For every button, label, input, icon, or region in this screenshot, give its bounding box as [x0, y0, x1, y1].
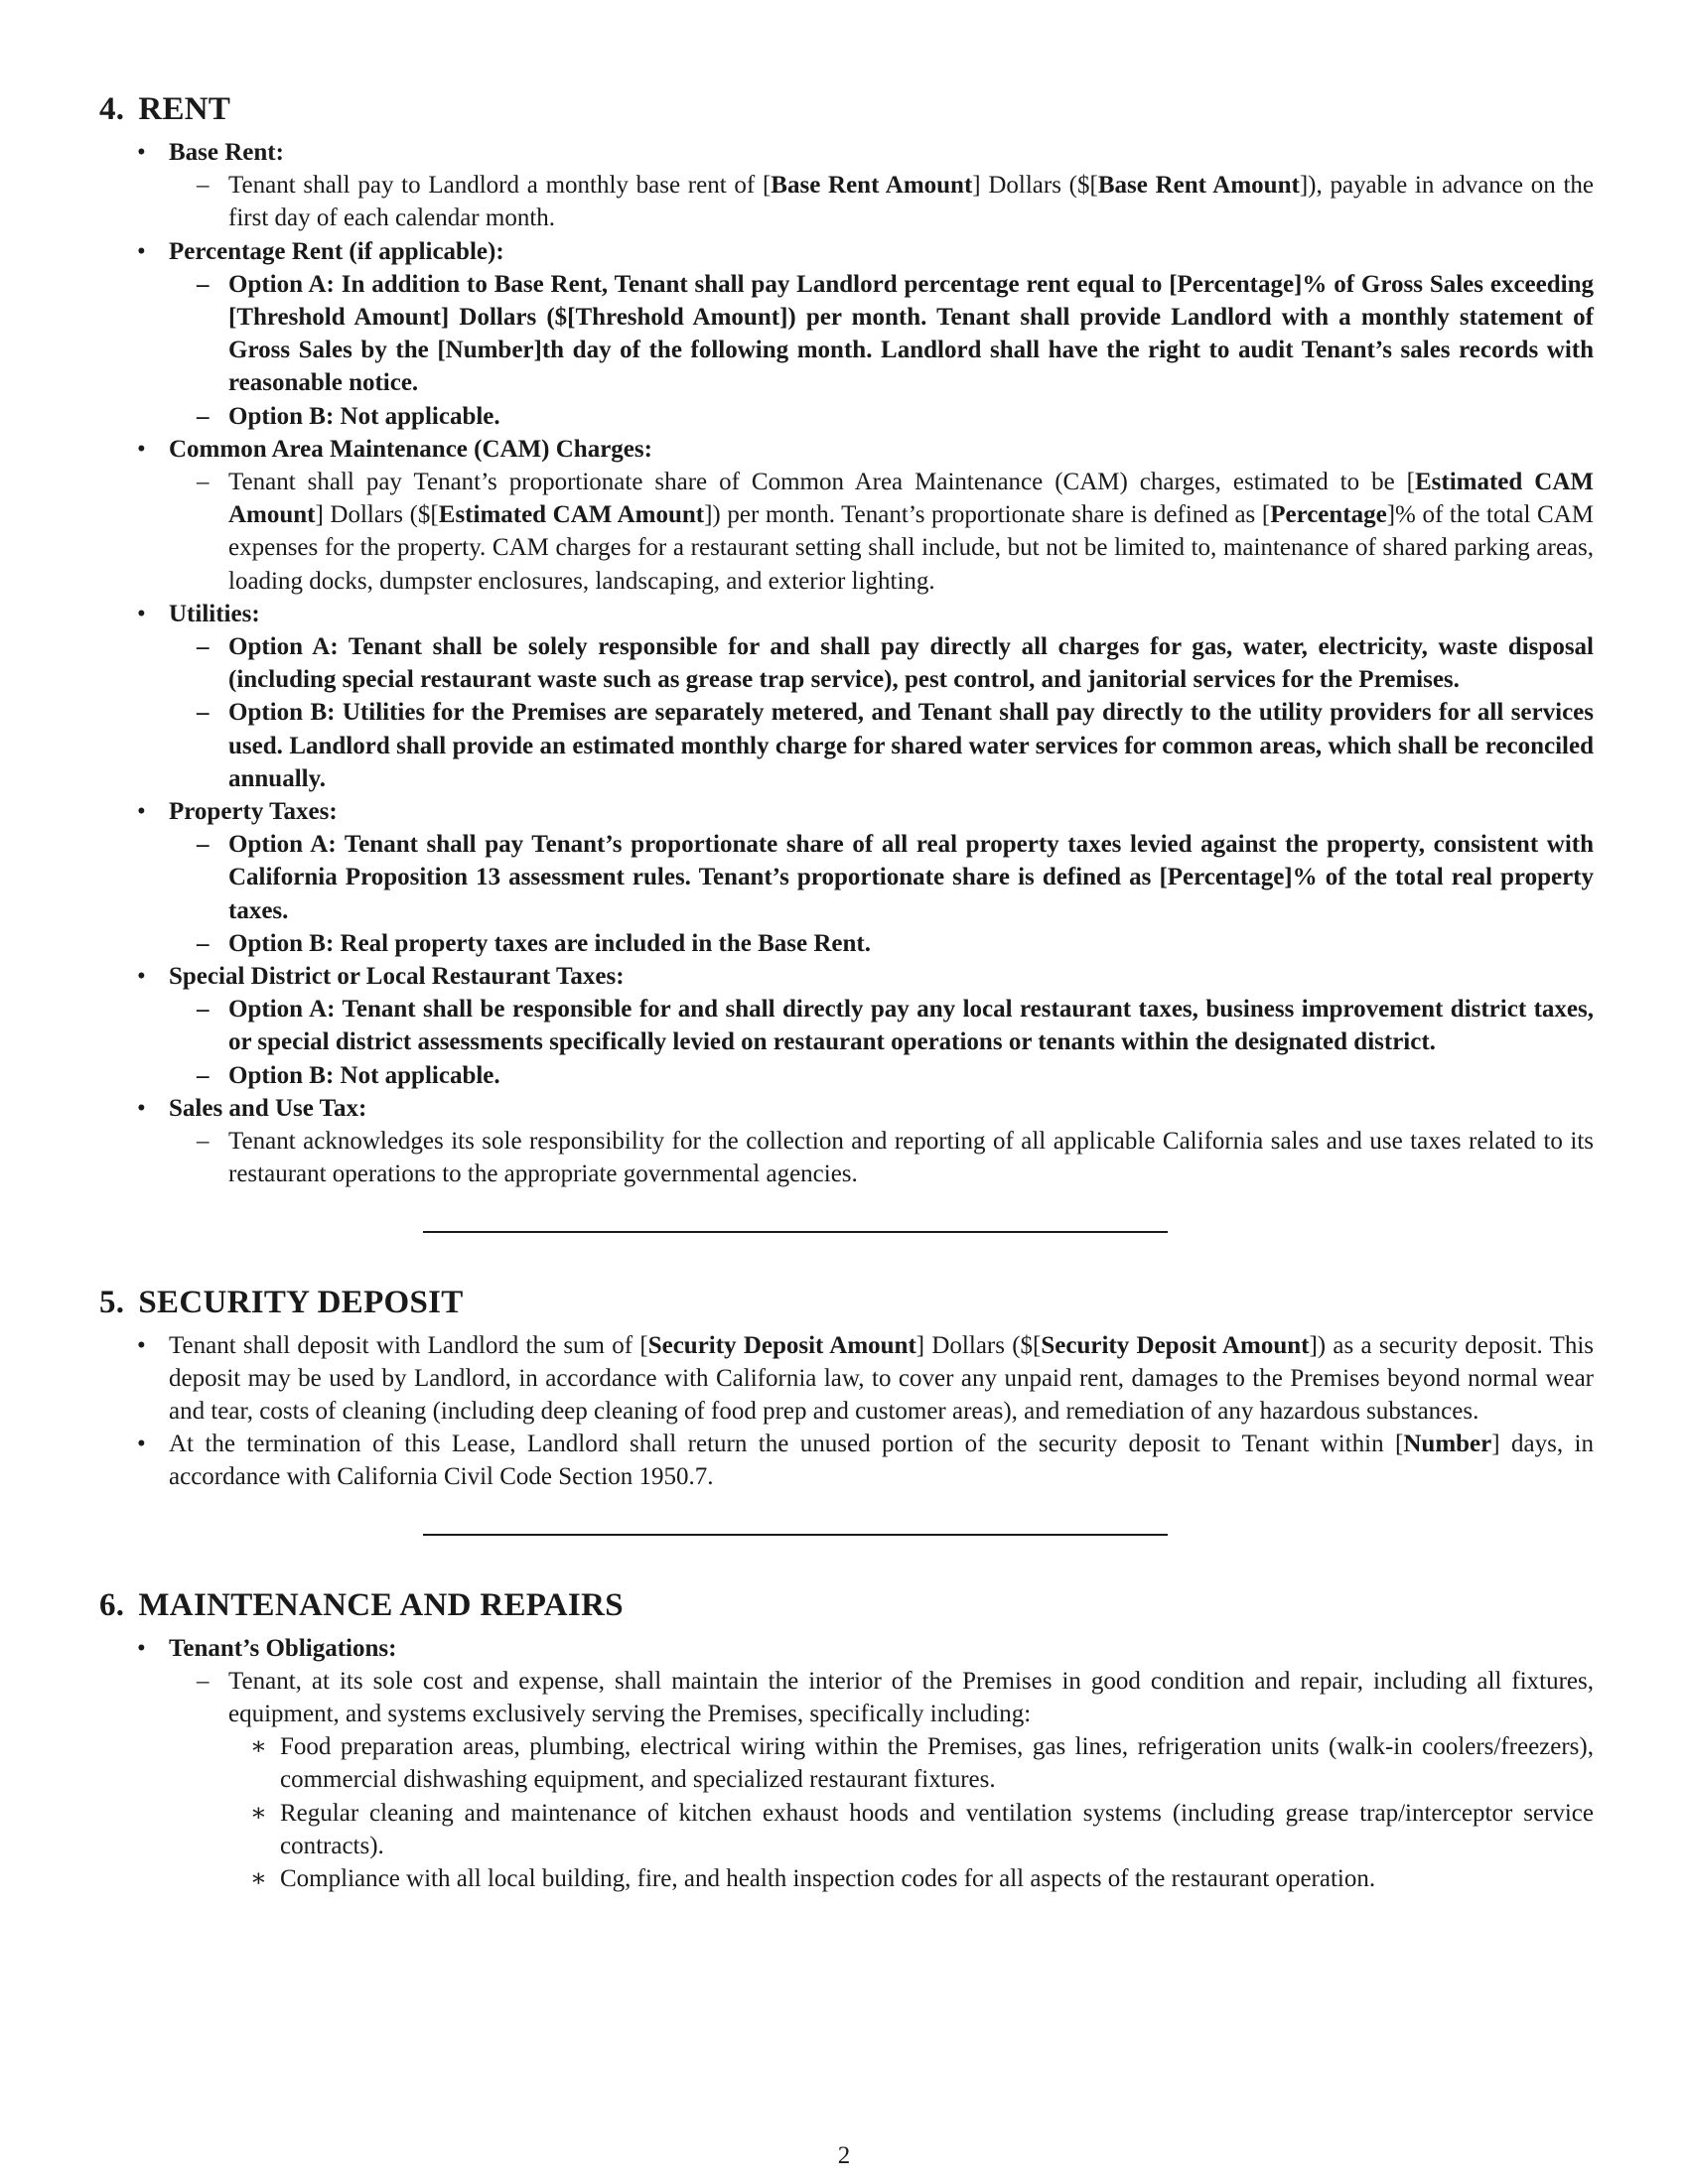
tenant-obligations-heading: • Tenant’s Obligations: — [169, 1634, 397, 1662]
list-item — [99, 795, 1594, 960]
utilities-option-b: – Option B: Utilities for the Premises are separately metered, and Tenant shall pay directly to the utility providers for all services used. Landlord shall provide an estimated monthly charge for shared water services for common areas, which shall be reconciled annually. — [169, 696, 1594, 795]
obligation-sub-item: ∗ Food preparation areas, plumbing, electrical wiring within the Premises, gas lines, refrigeration units (walk-in coolers/freezers), commercial dishwashing equipment, and specialized restaurant fixtures. — [228, 1730, 1594, 1796]
special-district-option-b: – Option B: Not applicable. — [169, 1059, 1594, 1092]
section-number: 6. — [99, 1586, 125, 1623]
cam-text: – Tenant shall pay Tenant’s proportionate share of Common Area Maintenance (CAM) charges, estimated to be [Estimated CAM Amount] Dollars ($[Estimated CAM Amount]) per month. Tenant’s proportionate share is defined as [Percentage]% of the total CAM expenses for the property. CAM charges for a restaurant setting shall include, but not be limited to, maintenance of shared parking areas, loading docks, dumpster enclosures, landscaping, and exterior lighting. — [169, 466, 1594, 598]
property-taxes-heading: • Property Taxes: — [169, 798, 338, 826]
list-item — [99, 433, 1594, 598]
utilities-heading: • Utilities: — [169, 600, 260, 627]
document-page — [99, 91, 1594, 1895]
percentage-rent-heading: • Percentage Rent (if applicable): — [169, 237, 504, 265]
section-heading-security-deposit — [99, 1285, 1594, 1321]
special-district-heading: • Special District or Local Restaurant Taxes: — [169, 963, 625, 991]
section-divider — [423, 1231, 1168, 1233]
tenant-obligations-text: – Tenant, at its sole cost and expense, shall maintain the interior of the Premises in good condition and repair, including all fixtures, equipment, and systems exclusively serving the Premises, specifically including: — [228, 1667, 1594, 1727]
list-item — [99, 960, 1594, 1092]
section-title: SECURITY DEPOSIT — [138, 1284, 464, 1320]
section-title: MAINTENANCE AND REPAIRS — [138, 1586, 624, 1623]
deposit-paragraph-1: • Tenant shall deposit with Landlord the sum of [Security Deposit Amount] Dollars ($[Security Deposit Amount]) as a security deposit. This deposit may be used by Landlord, in accordance with California law, to cover any unpaid rent, damages to the Premises beyond normal wear and tear, costs of cleaning (including deep cleaning of food prep and customer areas), and remediation of any hazardous substances. — [99, 1329, 1594, 1429]
percentage-rent-option-a: – Option A: In addition to Base Rent, Tenant shall pay Landlord percentage rent equal to [Percentage]% of Gross Sales exceeding [Threshold Amount] Dollars ($[Threshold Amount]) per month. Tenant shall provide Landlord with a monthly statement of Gross Sales by the [Number]th day of the following month. Landlord shall have the right to audit Tenant’s sales records with reasonable notice. — [169, 268, 1594, 400]
list-item — [99, 136, 1594, 235]
percentage-rent-option-b: – Option B: Not applicable. — [169, 400, 1594, 433]
sales-tax-text: – Tenant acknowledges its sole responsibility for the collection and reporting of all applicable California sales and use taxes related to its restaurant operations to the appropriate governmental agencies. — [169, 1125, 1594, 1190]
section-title: RENT — [138, 91, 231, 127]
utilities-option-a: – Option A: Tenant shall be solely responsible for and shall pay directly all charges for gas, water, electricity, waste disposal (including special restaurant waste such as grease trap service), pest control, and janitorial services for the Premises. — [169, 630, 1594, 696]
section-divider — [423, 1534, 1168, 1536]
list-item — [99, 235, 1594, 433]
section-number: 4. — [99, 91, 125, 127]
obligation-sub-item: ∗ Compliance with all local building, fire, and health inspection codes for all aspects of the restaurant operation. — [228, 1862, 1594, 1895]
obligation-sub-item: ∗ Regular cleaning and maintenance of kitchen exhaust hoods and ventilation systems (including grease trap/interceptor service contracts). — [228, 1797, 1594, 1862]
maintenance-list — [99, 1632, 1594, 1896]
rent-list — [99, 136, 1594, 1191]
page-number: 2 — [837, 2142, 851, 2169]
sales-tax-heading: • Sales and Use Tax: — [169, 1094, 367, 1122]
base-rent-text: – Tenant shall pay to Landlord a monthly base rent of [Base Rent Amount] Dollars ($[Base Rent Amount]), payable in advance on the first day of each calendar month. — [169, 169, 1594, 234]
section-heading-maintenance — [99, 1587, 1594, 1624]
special-district-option-a: – Option A: Tenant shall be responsible for and shall directly pay any local restaurant taxes, business improvement district taxes, or special district assessments specifically levied on restaurant operations or tenants within the designated district. — [169, 993, 1594, 1058]
list-item — [99, 1632, 1594, 1896]
cam-heading: • Common Area Maintenance (CAM) Charges: — [169, 435, 652, 463]
deposit-paragraph-2: • At the termination of this Lease, Landlord shall return the unused portion of the security deposit to Tenant within [Number] days, in accordance with California Civil Code Section 1950.7. — [99, 1428, 1594, 1493]
section-heading-rent — [99, 91, 1594, 128]
base-rent-heading: • Base Rent: — [169, 139, 284, 166]
list-item — [99, 598, 1594, 795]
list-item — [99, 1092, 1594, 1191]
property-taxes-option-b: – Option B: Real property taxes are included in the Base Rent. — [169, 927, 1594, 960]
property-taxes-option-a: – Option A: Tenant shall pay Tenant’s proportionate share of all real property taxes levied against the property, consistent with California Proposition 13 assessment rules. Tenant’s proportionate share is defined as [Percentage]% of the total real property taxes. — [169, 828, 1594, 927]
section-number: 5. — [99, 1284, 125, 1320]
tenant-obligations-item — [169, 1665, 1594, 1895]
deposit-list — [99, 1329, 1594, 1494]
